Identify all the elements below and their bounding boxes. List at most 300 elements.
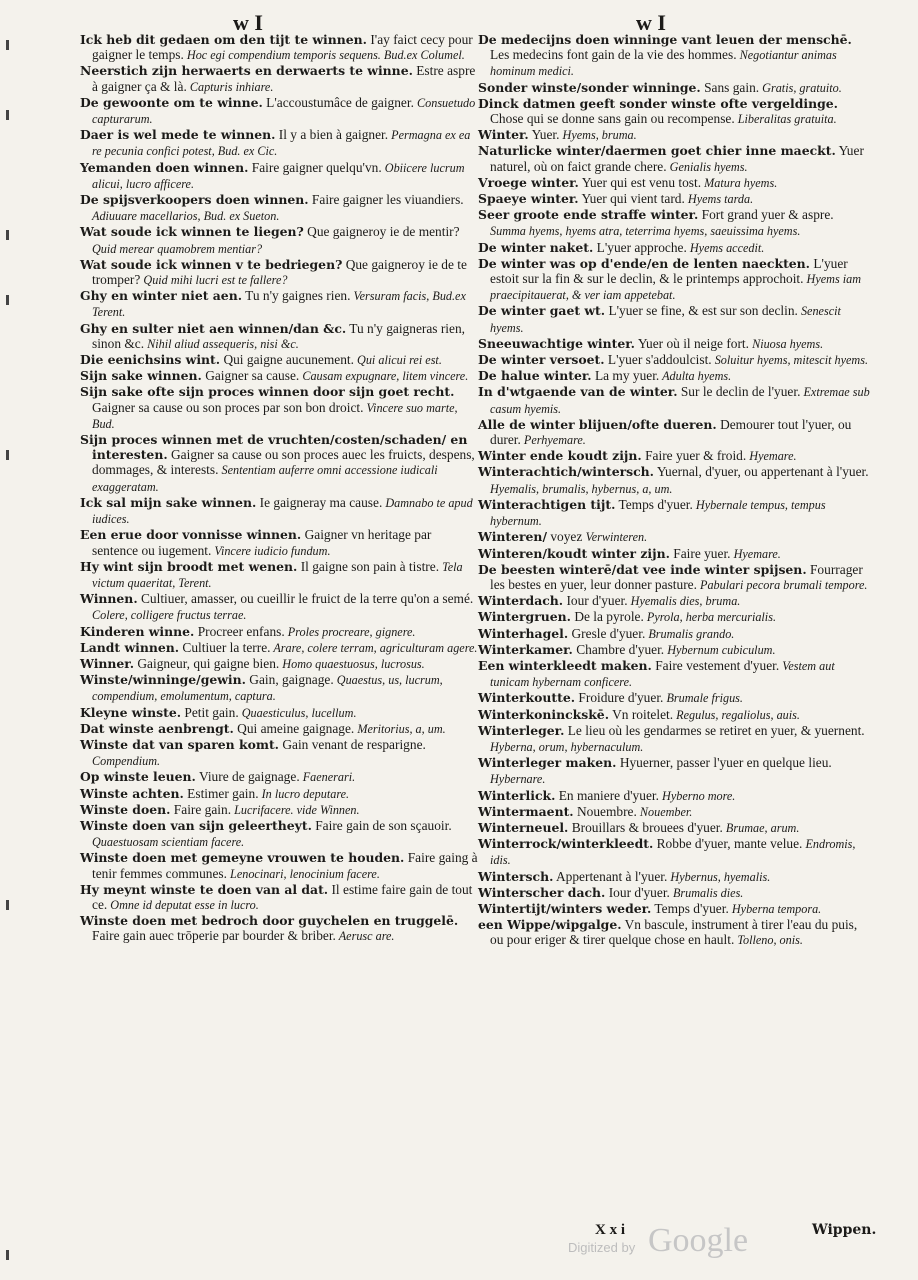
entry-latin: Adiuuare macellarios, Bud. ex Sueton. [92,209,280,224]
entry-french: Petit gain. [181,704,239,720]
dictionary-entry [478,529,870,545]
entry-latin: Verwinteren. [585,530,648,545]
entry-french: Appertenant à l'yuer. [553,868,668,884]
entry-latin: Brumalis dies. [669,885,744,900]
entry-latin: Niuosa hyems. [749,336,824,351]
entry-headword: een Wippe/wipgalge. [478,917,622,933]
entry-french: Sans gain. [700,79,760,95]
entry-latin: Hyems tarda. [684,192,754,207]
entry-french: Gaigneur, qui gaigne bien. [134,655,280,671]
entry-latin: In lucro deputare. [258,786,350,801]
dictionary-entry [478,464,870,496]
dictionary-entry [80,224,480,256]
entry-french: Temps d'yuer. [615,496,693,512]
entry-headword: De winter versoet. [478,352,605,368]
entry-latin: Pabulari pecora brumali tempore. [696,577,868,592]
entry-french: Faire gain de son sçauoir. [311,817,452,833]
dictionary-entry [80,705,480,721]
dictionary-entry [478,642,870,658]
entry-headword: Op winste leuen. [80,769,196,785]
entry-headword: In d'wtgaende van de winter. [478,384,678,400]
dictionary-entry [80,721,480,737]
entry-headword: Wat soude ick winnen te liegen? [80,224,304,240]
entry-french: Faire yuer. [669,545,731,561]
entry-latin: Tolleno, onis. [734,933,803,948]
dictionary-entry [478,240,870,256]
running-head-right: w I [636,10,666,35]
entry-french: Que gaigneroy ie de mentir? [303,224,460,240]
entry-latin: Proles procreare, gignere. [284,624,416,639]
entry-latin: Omne id deputat esse in lucro. [107,897,259,912]
entry-french: Temps d'yuer. [651,900,729,916]
dictionary-entry [478,626,870,642]
entry-latin: Vincere iudicio fundum. [211,543,331,558]
entry-latin: Brumae, arum. [722,820,800,835]
entry-french: Faire gaing à tenir femmes communes. [92,850,478,881]
margin-mark [6,900,9,910]
entry-headword: Kleyne winste. [80,704,182,720]
entry-latin: Vincere suo marte, Bud. [92,400,458,431]
entry-french: Cultiuer, amasser, ou cueillir le fruict de la terre qu'on a semé. [137,591,474,607]
entry-latin: Pyrola, herba mercurialis. [643,610,776,625]
entry-headword: Naturlicke winter/daermen goet chier inne maeckt. [478,143,836,159]
dictionary-entry [80,672,480,704]
entry-french: La my yuer. [591,368,660,384]
entry-headword: Kinderen winne. [80,623,195,639]
entry-french: Gaigner sa cause. [201,368,300,384]
entry-headword: Sijn sake ofte sijn proces winnen door sijn goet recht. [80,384,455,400]
entry-latin: Liberalitas gratuita. [734,112,837,127]
entry-french: Ie gaigneray ma cause. [256,494,383,510]
entry-headword: De beesten winterē/dat vee inde winter spijsen. [478,561,807,577]
dictionary-entry [478,303,870,335]
entry-french: Gain, gaignage. [245,672,334,688]
entry-headword: Die eenichsins wint. [80,352,221,368]
dictionary-entry [478,352,870,368]
entry-french: Gain venant de resparigne. [279,736,426,752]
dictionary-entry [80,160,480,192]
dictionary-entry [80,737,480,769]
entry-headword: Vroege winter. [478,174,579,190]
entry-headword: Winste/winninge/gewin. [80,672,246,688]
entry-latin: Permagna ex ea re pecunia confici potest, Bud. ex Cic. [92,128,471,159]
entry-latin: Brumale frigus. [663,691,743,706]
entry-headword: Wintertijt/winters weder. [478,900,652,916]
entry-french: Hyuerner, passer l'yuer en quelque lieu. [616,755,832,771]
dictionary-entry [478,788,870,804]
entry-headword: Wintermaent. [478,803,574,819]
entry-french: Robbe d'yuer, mante velue. [653,836,803,852]
dictionary-entry [478,804,870,820]
entry-headword: Hy meynt winste te doen van al dat. [80,881,329,897]
margin-mark [6,110,9,120]
entry-french: Iour d'yuer. [563,593,628,609]
entry-headword: Winteren/ [478,529,547,545]
dictionary-entry [80,527,480,558]
entry-latin: Homo quaestuosus, lucrosus. [279,656,425,671]
entry-latin: Hyemalis dies, bruma. [627,594,741,609]
entry-latin: Perhyemare. [520,433,586,448]
dictionary-entry [80,769,480,785]
entry-latin: Hyems, bruma. [559,128,637,143]
entry-latin: Tela victum quaeritat, Terent. [92,559,463,590]
entry-headword: Winnen. [80,591,138,607]
entry-french: Yuer. [528,127,560,143]
dictionary-entry [80,368,480,384]
entry-headword: De spijsverkoopers doen winnen. [80,192,309,208]
dictionary-entry [478,707,870,723]
entry-headword: Spaeye winter. [478,191,579,207]
dictionary-entry [80,321,480,352]
entry-latin: Vestem aut tunicam hybernam conficere. [490,658,835,690]
entry-headword: Landt winnen. [80,639,180,655]
entry-french: Faire vestement d'yuer. [651,657,780,673]
dictionary-entry [80,192,480,224]
entry-latin: Quaestuosam scientiam facere. [92,835,245,850]
entry-latin: Aerusc are. [335,929,395,944]
entry-french: Faire gain. [170,801,232,817]
entry-latin: Hyemare. [746,449,797,464]
entry-headword: Ick sal mijn sake winnen. [80,494,257,510]
dictionary-entry [80,32,480,63]
entry-latin: Hoc egi compendium temporis sequens. Bud.ex Columel. [183,48,465,63]
entry-french: L'yuer s'addoulcist. [604,352,712,368]
entry-latin: Hyberna tempora. [728,901,822,916]
entry-french: Vn bascule, instrument à tirer l'eau du puis, ou pour eriger & tirer quelque chose en hault. [490,917,858,948]
entry-french: Il gaigne son pain à tistre. [297,558,440,574]
dictionary-entry [478,755,870,787]
entry-french: L'yuer estoit sur la fin & sur le declin, & le printemps approchoit. [490,255,848,287]
dictionary-entry [478,336,870,352]
entry-headword: Yemanden doen winnen. [80,159,249,175]
dictionary-entry [478,869,870,885]
entry-latin: Hybernare. [490,772,546,787]
entry-latin: Quid merear quamobrem mentiar? [92,241,263,256]
margin-mark [6,40,9,50]
dictionary-entry [80,95,480,127]
entry-headword: Winterkoutte. [478,690,576,706]
entry-headword: Winste doen. [80,801,171,817]
entry-french: Les medecins font gain de la vie des hommes. [490,47,737,63]
entry-french: Faire yuer & froid. [641,448,747,464]
entry-french: Estimer gain. [183,785,259,801]
entry-french: Faire gaigner les viuandiers. [308,192,464,208]
entry-headword: Winterleger. [478,722,565,738]
dictionary-entry [80,432,480,495]
entry-french: Qui gaigne aucunement. [220,352,354,368]
entry-latin: Damnabo te apud iudices. [92,495,473,527]
entry-french: voyez [546,529,586,545]
entry-latin: Causam expugnare, litem vincere. [299,369,469,384]
digitized-by-label: Digitized by [568,1240,636,1255]
entry-latin: Hyems iam praecipitauerat, & ver iam appetebat. [490,272,862,303]
entry-french: Brouillars & brouees d'yuer. [568,819,723,835]
entry-headword: Winterkoninckskē. [478,706,610,722]
entry-latin: Nouember. [636,804,693,819]
entry-headword: Winterlick. [478,787,556,803]
entry-latin: Extremae sub casum hyemis. [490,385,870,416]
dictionary-entry [478,901,870,917]
entry-latin: Sententiam auferre omni accessione iudicali exaggeratam. [92,463,438,494]
dictionary-entry [80,818,480,850]
entry-french: Faire gaigner quelqu'vn. [248,159,382,175]
entry-headword: Neerstich zijn herwaerts en derwaerts te winne. [80,63,413,79]
entry-french: Tu n'y gaignes rien. [242,288,351,304]
entry-latin: Brumalis grando. [645,626,735,641]
dictionary-entry [478,885,870,901]
dictionary-entry [80,559,480,591]
running-head-left: w I [233,10,263,35]
entry-latin: Colere, colligere fructus terrae. [92,608,247,623]
entry-latin: Consuetudo capturarum. [92,95,476,127]
dictionary-entry [80,802,480,818]
dictionary-entry [478,658,870,690]
entry-headword: Winteren/koudt winter zijn. [478,545,670,561]
entry-latin: Gratis, gratuito. [759,80,842,95]
entry-headword: Winste doen met bedroch door guychelen en truggelē. [80,913,459,929]
entry-french: Le lieu où les gendarmes se retiret en yuer, & yuernent. [564,722,865,738]
entry-latin: Quid mihi lucri est te fallere? [140,273,288,288]
entry-latin: Hyems accedit. [686,240,765,255]
entry-french: Sur le declin de l'yuer. [677,384,801,400]
entry-latin: Arare, colere terram, agriculturam agere. [270,640,478,655]
entry-headword: Winner. [80,655,135,671]
entry-headword: Sneeuwachtige winter. [478,335,635,351]
dictionary-entry [478,609,870,625]
dictionary-entry [478,256,870,304]
entry-french: L'yuer se fine, & est sur son declin. [605,303,798,319]
entry-headword: Dat winste aenbrengt. [80,720,234,736]
entry-french: Il estime faire gain de tout ce. [92,881,473,912]
entry-headword: Daer is wel mede te winnen. [80,127,276,143]
entry-french: Fort grand yuer & aspre. [698,207,834,223]
dictionary-entry [478,562,870,593]
entry-french: Froidure d'yuer. [575,690,664,706]
dictionary-entry [80,591,480,623]
dictionary-entry [478,723,870,755]
margin-mark [6,1250,9,1260]
entry-latin: Negotiantur animas hominum medici. [490,48,837,79]
entry-latin: Hybernale tempus, tempus hybernum. [490,497,826,529]
entry-latin: Lenocinari, lenocinium facere. [227,866,380,881]
dictionary-entry [80,913,480,944]
entry-french: Fourrager les bestes en yuer, leur donner pasture. [490,561,863,592]
entry-french: Yuernal, d'yuer, ou appertenant à l'yuer. [654,464,869,480]
entry-french: Gaigner sa cause ou son proces par son bon droict. [92,399,364,415]
dictionary-entry [80,624,480,640]
dictionary-entry [80,127,480,159]
entry-latin: Meritorius, a, um. [354,721,446,736]
entry-headword: Winterachtich/wintersch. [478,464,654,480]
dictionary-entry [478,143,870,174]
dictionary-entry [80,882,480,913]
dictionary-entry [80,384,480,432]
dictionary-entry [80,257,480,288]
entry-latin: Genialis hyems. [666,159,748,174]
dictionary-entry [478,175,870,191]
entry-latin: Senescit hyems. [490,304,841,335]
binding-margin-marks [6,30,12,1260]
entry-french: Iour d'yuer. [605,884,670,900]
entry-latin: Adulta hyems. [659,369,732,384]
entry-headword: Sonder winste/sonder winninge. [478,79,701,95]
entry-french: En maniere d'yuer. [555,787,659,803]
dictionary-entry [478,368,870,384]
entry-french: Tu n'y gaigneras rien, sinon &c. [92,320,466,351]
catchword: Wippen. [812,1222,877,1238]
entry-french: Cultiuer la terre. [179,639,271,655]
dictionary-entry [478,448,870,464]
entry-headword: Winste achten. [80,785,184,801]
entry-headword: De medecijns doen winninge vant leuen der menschē. [478,32,852,47]
entry-headword: Winter ende koudt zijn. [478,448,642,464]
entry-headword: De gewoonte om te winne. [80,94,263,110]
dictionary-entry [478,836,870,868]
left-column [80,32,480,945]
entry-latin: Matura hyems. [701,175,778,190]
entry-french: Chambre d'yuer. [572,641,665,657]
dictionary-entry [478,80,870,96]
entry-latin: Summa hyems, hyems atra, teterrima hyems, saeuissima hyems. [490,224,801,239]
entry-latin: Hyberna, orum, hybernaculum. [490,739,644,754]
entry-french: Qui ameine gaignage. [233,720,355,736]
dictionary-entry [478,497,870,529]
entry-headword: Winterdach. [478,593,564,609]
entry-french: Yuer naturel, où on faict grande chere. [490,143,864,174]
entry-french: Viure de gaignage. [195,769,300,785]
entry-headword: Winterneuel. [478,819,569,835]
entry-latin: Versuram facis, Bud.ex Terent. [92,289,466,320]
entry-french: Yuer qui vient tard. [578,191,685,207]
dictionary-entry [478,32,870,80]
entry-headword: De winter naket. [478,239,594,255]
margin-mark [6,230,9,240]
entry-french: Procreer enfans. [194,623,285,639]
entry-headword: Winterrock/winterkleedt. [478,836,654,852]
entry-french: Demourer tout l'yuer, ou durer. [490,416,852,448]
entry-headword: Winterhagel. [478,625,569,641]
dictionary-entry [80,352,480,368]
entry-headword: De winter gaet wt. [478,303,606,319]
entry-french: Chose qui se donne sans gain ou recompense. [490,111,735,127]
dictionary-entry [80,495,480,527]
entry-latin: Nihil aliud assequeris, nisi &c. [144,336,299,351]
dictionary-entry [80,640,480,656]
right-column [478,32,870,949]
entry-headword: Sijn sake winnen. [80,368,202,384]
margin-mark [6,450,9,460]
entry-headword: Ghy en winter niet aen. [80,288,243,304]
dictionary-entry [478,820,870,836]
entry-headword: Een erue door vonnisse winnen. [80,527,302,543]
entry-latin: Hyberno more. [658,788,736,803]
entry-headword: Ghy en sulter niet aen winnen/dan &c. [80,320,347,336]
google-watermark: Google [648,1222,749,1259]
entry-french: De la pyrole. [570,609,644,625]
entry-headword: Ick heb dit gedaen om den tijt te winnen. [80,32,367,47]
dictionary-entry [478,417,870,448]
entry-french: Yuer qui est venu tost. [578,174,702,190]
entry-latin: Capturis inhiare. [186,79,274,94]
dictionary-entry [478,917,870,948]
dictionary-entry [80,850,480,881]
entry-latin: Obiicere lucrum alicui, lucro afficere. [92,160,465,191]
entry-french: Gresle d'yuer. [568,625,646,641]
entry-latin: Quaestus, us, lucrum, compendium, emolumentum, captura. [92,673,443,704]
entry-french: Gaigner sa cause ou son proces auec les fruicts, despens, dommages, & interests. [92,447,475,478]
entry-french: Yuer où il neige fort. [634,335,750,351]
entry-headword: Wat soude ick winnen v te bedriegen? [80,256,343,272]
entry-headword: Hy wint sijn broodt met wenen. [80,558,298,574]
dictionary-entry [478,546,870,562]
entry-headword: Winterkamer. [478,641,573,657]
entry-headword: Seer groote ende straffe winter. [478,207,699,223]
dictionary-entry [478,207,870,239]
entry-headword: Een winterkleedt maken. [478,657,652,673]
signature-mark: X x i [595,1222,625,1238]
entry-headword: Winste doen van sijn geleertheyt. [80,817,312,833]
entry-headword: Winterachtigen tijt. [478,496,616,512]
entry-latin: Endromis, idis. [490,837,856,868]
dictionary-entry [478,191,870,207]
entry-headword: Wintergruen. [478,609,571,625]
entry-latin: Hybernus, hyemalis. [667,869,771,884]
entry-french: Vn roitelet. [609,706,674,722]
entry-headword: De winter was op d'ende/en de lenten naeckten. [478,255,810,271]
entry-latin: Compendium. [92,754,161,769]
dictionary-entry [478,96,870,127]
entry-french: Faire gain auec trōperie par bourder & briber. [92,928,336,944]
entry-latin: Hyemalis, brumalis, hybernus, a, um. [490,481,673,496]
margin-mark [6,295,9,305]
dictionary-entry [478,127,870,143]
entry-latin: Qui alicui rei est. [353,353,442,368]
entry-latin: Faenerari. [299,770,356,785]
entry-headword: Winste doen met gemeyne vrouwen te houden. [80,850,405,866]
entry-latin: Quaesticulus, lucellum. [238,705,357,720]
entry-headword: Sijn proces winnen met de vruchten/costen/schaden/ en interesten. [80,432,468,463]
entry-headword: Winter. [478,127,529,143]
dictionary-entry [80,63,480,94]
dictionary-entry [478,593,870,609]
entry-headword: Winterleger maken. [478,755,617,771]
dictionary-entry [80,656,480,672]
entry-headword: Alle de winter blijuen/ofte dueren. [478,416,717,432]
dictionary-entry [80,786,480,802]
entry-headword: Wintersch. [478,868,554,884]
entry-headword: Winste dat van sparen komt. [80,736,279,752]
dictionary-entry [478,384,870,416]
entry-headword: De halue winter. [478,368,592,384]
entry-french: L'accoustumâce de gaigner. [262,94,414,110]
entry-headword: Dinck datmen geeft sonder winste ofte vergeldinge. [478,95,838,111]
entry-french: Il y a bien à gaigner. [275,127,389,143]
entry-latin: Regulus, regaliolus, auis. [673,707,800,722]
entry-latin: Soluitur hyems, mitescit hyems. [711,353,869,368]
entry-french: Que gaigneroy ie de te tromper? [92,256,467,288]
dictionary-entry [478,690,870,706]
entry-latin: Hyemare. [730,546,781,561]
entry-headword: Winterscher dach. [478,884,606,900]
entry-latin: Hybernum cubiculum. [664,642,776,657]
entry-french: L'yuer approche. [593,239,687,255]
entry-french: Nouembre. [573,803,637,819]
dictionary-entry [80,288,480,320]
entry-french: Estre aspre à gaigner ça & là. [92,63,476,94]
entry-latin: Lucrifacere. vide Winnen. [231,802,360,817]
entry-french: Gaigner vn heritage par sentence ou iugement. [92,527,432,558]
entry-french: I'ay faict cecy pour gaigner le temps. [92,32,473,63]
